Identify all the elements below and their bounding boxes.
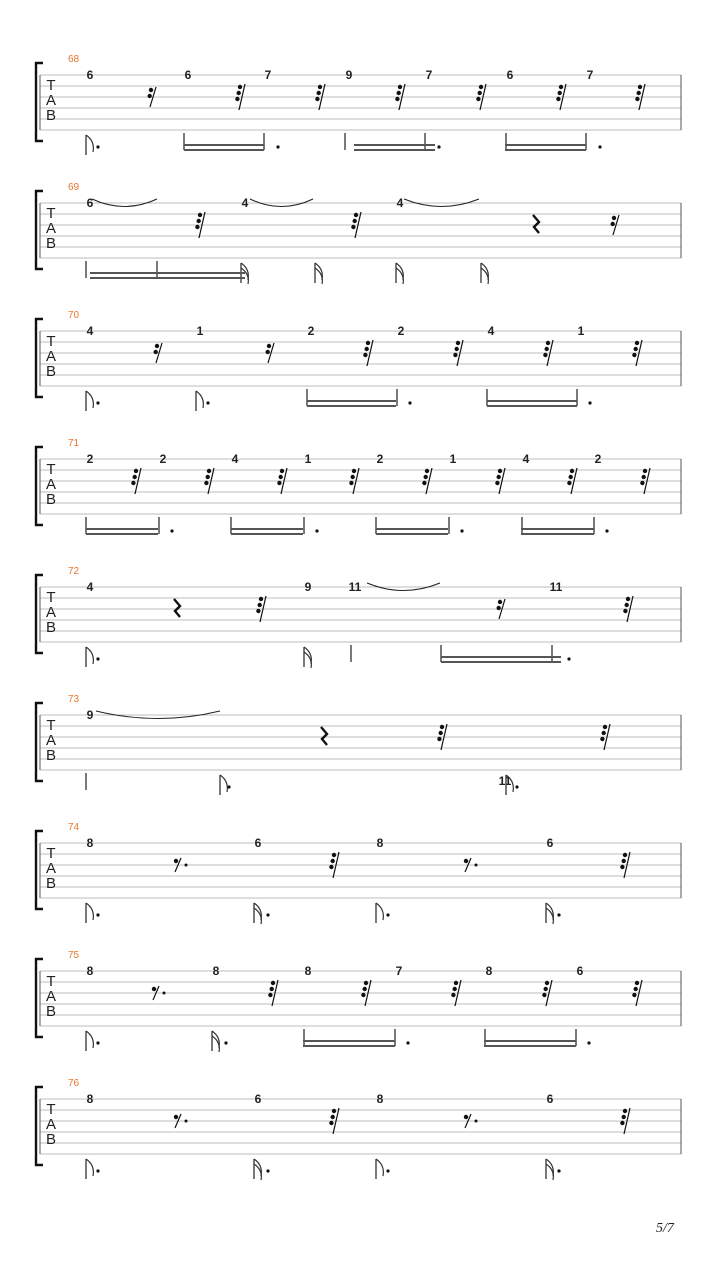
rest-flag-dot	[498, 600, 502, 604]
fret-number: 2	[86, 452, 94, 466]
fret-number: 6	[576, 964, 584, 978]
note-flag	[376, 903, 383, 920]
rest-flag-dot	[545, 981, 549, 985]
rest-flag-dot	[603, 725, 607, 729]
duration-dot	[557, 913, 560, 916]
rest-flag-dot	[453, 987, 457, 991]
tab-clef-letter: B	[45, 107, 57, 124]
rest-flag-dot	[268, 993, 272, 997]
rest-flag-dot	[235, 97, 239, 101]
rest-flag-dot	[497, 606, 501, 610]
rest-flag-dot	[455, 347, 459, 351]
rest-flag-dot	[317, 91, 321, 95]
rest-flag-dot	[545, 347, 549, 351]
fret-number: 6	[254, 1092, 262, 1106]
rest-flag-dot	[558, 91, 562, 95]
measure-number: 73	[68, 694, 80, 705]
fret-number: 6	[546, 836, 554, 850]
rest-flag-dot	[363, 353, 367, 357]
rest-flag-dot	[271, 981, 275, 985]
rest-flag-dot	[600, 737, 604, 741]
rest-flag-dot	[267, 344, 271, 348]
rest-flag-dot	[133, 475, 137, 479]
rest-flag-dot	[277, 481, 281, 485]
tab-system-69	[36, 182, 681, 284]
fret-number: 8	[86, 1092, 94, 1106]
tab-clef-letter: A	[45, 1116, 57, 1133]
rest-flag-dot	[329, 1121, 333, 1125]
rest-flag-dot	[353, 219, 357, 223]
duration-dot	[437, 145, 440, 148]
rest-flag-dot	[632, 993, 636, 997]
rest-flag-dot	[637, 91, 641, 95]
rest-flag-dot	[256, 609, 260, 613]
duration-dot	[386, 1169, 389, 1172]
rest-flag-dot	[149, 88, 153, 92]
rest-flag-dot	[318, 85, 322, 89]
rest-flag-dot	[365, 347, 369, 351]
rest-flag-dot	[332, 1109, 336, 1113]
duration-dot	[96, 1169, 99, 1172]
rest-flag-dot	[174, 859, 178, 863]
duration-dot	[567, 657, 570, 660]
rest-flag-dot	[634, 987, 638, 991]
tab-clef-letter: T	[46, 1101, 56, 1118]
tab-clef-letter: T	[46, 589, 56, 606]
duration-dot	[315, 529, 318, 532]
quarter-rest	[533, 215, 539, 233]
fret-number: 2	[594, 452, 602, 466]
rest-flag-dot	[620, 865, 624, 869]
duration-dot	[96, 401, 99, 404]
rest-flag-dot	[437, 737, 441, 741]
rest-flag-dot	[351, 225, 355, 229]
fret-number: 7	[264, 68, 272, 82]
rest-flag-dot	[544, 987, 548, 991]
rest-flag-dot	[559, 85, 563, 89]
duration-dot	[557, 1169, 560, 1172]
fret-number: 2	[159, 452, 167, 466]
rest-flag-dot	[258, 603, 262, 607]
rest-flag-dot	[395, 97, 399, 101]
measure-number: 71	[68, 438, 80, 449]
fret-number: 11	[348, 580, 362, 594]
rest-flag-dot	[174, 1115, 178, 1119]
rest-flag-dot	[567, 481, 571, 485]
fret-number: 6	[184, 68, 192, 82]
rest-flag-dot	[635, 981, 639, 985]
rest-flag-dot	[329, 865, 333, 869]
fret-number: 8	[304, 964, 312, 978]
tab-clef-letter: T	[46, 205, 56, 222]
tab-clef-letter: A	[45, 476, 57, 493]
rest-flag-dot	[625, 603, 629, 607]
rest-flag-dot	[259, 597, 263, 601]
fret-number: 8	[86, 964, 94, 978]
tab-clef-letter: A	[45, 732, 57, 749]
duration-dot	[588, 401, 591, 404]
fret-number: 9	[345, 68, 353, 82]
quarter-rest	[321, 727, 327, 745]
rest-flag-dot	[451, 993, 455, 997]
rest-flag-dot	[280, 469, 284, 473]
measure-number: 72	[68, 566, 80, 577]
rest-flag-dot	[569, 475, 573, 479]
duration-dot	[515, 785, 518, 788]
rest-flag-dot	[422, 481, 426, 485]
rest-dot	[475, 1120, 478, 1123]
rest-flag-dot	[620, 1121, 624, 1125]
fret-number: 9	[86, 708, 94, 722]
fret-number: 8	[86, 836, 94, 850]
quarter-rest	[174, 599, 180, 617]
rest-flag-dot	[602, 731, 606, 735]
rest-flag-dot	[478, 91, 482, 95]
tab-clef-letter: T	[46, 717, 56, 734]
rest-flag-dot	[131, 481, 135, 485]
rest-flag-dot	[635, 97, 639, 101]
measure-number: 68	[68, 54, 80, 65]
tab-system-73	[36, 694, 681, 795]
rest-flag-dot	[623, 853, 627, 857]
rest-flag-dot	[148, 94, 152, 98]
rest-flag-dot	[155, 344, 159, 348]
rest-flag-dot	[464, 859, 468, 863]
rest-flag-dot	[279, 475, 283, 479]
fret-number: 1	[449, 452, 457, 466]
rest-flag-dot	[642, 475, 646, 479]
tab-clef-letter: A	[45, 92, 57, 109]
tab-clef-letter: B	[45, 363, 57, 380]
note-flag	[86, 1159, 93, 1176]
fret-number: 4	[241, 196, 249, 210]
rest-flag-dot	[542, 993, 546, 997]
rest-flag-dot	[556, 97, 560, 101]
duration-dot	[605, 529, 608, 532]
rest-flag-dot	[498, 469, 502, 473]
tab-system-68	[36, 54, 681, 155]
rest-flag-dot	[195, 225, 199, 229]
rest-flag-dot	[643, 469, 647, 473]
rest-flag-dot	[623, 1109, 627, 1113]
note-flag	[196, 391, 203, 408]
tab-clef-letter: T	[46, 845, 56, 862]
measure-number: 70	[68, 310, 80, 321]
fret-number: 4	[487, 324, 495, 338]
fret-number: 6	[86, 196, 94, 210]
rest-flag-dot	[497, 475, 501, 479]
rest-flag-dot	[570, 469, 574, 473]
tab-clef-letter: T	[46, 333, 56, 350]
measure-number: 75	[68, 950, 80, 961]
note-flag	[220, 775, 227, 792]
fret-number: 6	[254, 836, 262, 850]
fret-number: 6	[506, 68, 514, 82]
rest-dot	[475, 864, 478, 867]
rest-flag-dot	[464, 1115, 468, 1119]
fret-number: 8	[376, 836, 384, 850]
tab-clef-letter: A	[45, 988, 57, 1005]
rest-flag-dot	[361, 993, 365, 997]
rest-flag-dot	[622, 1115, 626, 1119]
rest-flag-dot	[206, 475, 210, 479]
fret-number: 7	[425, 68, 433, 82]
duration-dot	[206, 401, 209, 404]
fret-number: 4	[231, 452, 239, 466]
tab-clef-letter: B	[45, 747, 57, 764]
rest-flag-dot	[134, 469, 138, 473]
tab-system-71	[36, 438, 681, 534]
note-flag	[86, 903, 93, 920]
rest-flag-dot	[439, 731, 443, 735]
note-flag	[86, 1031, 93, 1048]
fret-number: 6	[546, 1092, 554, 1106]
rest-flag-dot	[270, 987, 274, 991]
rest-flag-dot	[154, 350, 158, 354]
fret-number: 7	[395, 964, 403, 978]
fret-number: 8	[212, 964, 220, 978]
tab-clef-letter: A	[45, 604, 57, 621]
fret-number: 11	[498, 773, 512, 788]
tab-system-76	[36, 1078, 681, 1180]
tab-clef-letter: B	[45, 875, 57, 892]
rest-flag-dot	[612, 216, 616, 220]
rest-flag-dot	[198, 213, 202, 217]
fret-number: 1	[304, 452, 312, 466]
note-flag	[86, 135, 93, 152]
rest-flag-dot	[349, 481, 353, 485]
fret-number: 6	[86, 68, 94, 82]
rest-flag-dot	[635, 341, 639, 345]
duration-dot	[224, 1041, 227, 1044]
rest-flag-dot	[331, 859, 335, 863]
rest-dot	[185, 864, 188, 867]
duration-dot	[170, 529, 173, 532]
rest-flag-dot	[440, 725, 444, 729]
rest-flag-dot	[640, 481, 644, 485]
duration-dot	[408, 401, 411, 404]
fret-number: 1	[196, 324, 204, 338]
rest-flag-dot	[543, 353, 547, 357]
duration-dot	[460, 529, 463, 532]
measure-number: 76	[68, 1078, 80, 1089]
rest-flag-dot	[352, 469, 356, 473]
duration-dot	[276, 145, 279, 148]
fret-number: 4	[86, 580, 94, 594]
duration-dot	[598, 145, 601, 148]
page-number: 5/7	[656, 1221, 674, 1236]
rest-flag-dot	[453, 353, 457, 357]
tab-clef-letter: A	[45, 860, 57, 877]
rest-flag-dot	[238, 85, 242, 89]
rest-flag-dot	[495, 481, 499, 485]
tab-clef-letter: A	[45, 348, 57, 365]
rest-flag-dot	[354, 213, 358, 217]
rest-flag-dot	[207, 469, 211, 473]
rest-flag-dot	[632, 353, 636, 357]
rest-flag-dot	[197, 219, 201, 223]
fret-number: 11	[549, 580, 563, 594]
note-flag	[86, 391, 93, 408]
note-flag	[376, 1159, 383, 1176]
fret-number: 2	[376, 452, 384, 466]
rest-flag-dot	[266, 350, 270, 354]
tab-clef-letter: T	[46, 461, 56, 478]
rest-flag-dot	[237, 91, 241, 95]
rest-dot	[185, 1120, 188, 1123]
rest-dot	[163, 992, 166, 995]
rest-flag-dot	[366, 341, 370, 345]
rest-flag-dot	[152, 987, 156, 991]
fret-number: 9	[304, 580, 312, 594]
tab-system-72	[36, 566, 681, 668]
duration-dot	[96, 145, 99, 148]
rest-flag-dot	[331, 1115, 335, 1119]
rest-flag-dot	[364, 981, 368, 985]
rest-flag-dot	[351, 475, 355, 479]
rest-flag-dot	[638, 85, 642, 89]
rest-flag-dot	[363, 987, 367, 991]
duration-dot	[96, 1041, 99, 1044]
rest-flag-dot	[424, 475, 428, 479]
fret-number: 4	[522, 452, 530, 466]
rest-flag-dot	[425, 469, 429, 473]
fret-number: 4	[396, 196, 404, 210]
fret-number: 8	[376, 1092, 384, 1106]
fret-number: 7	[586, 68, 594, 82]
rest-flag-dot	[622, 859, 626, 863]
rest-flag-dot	[397, 91, 401, 95]
fret-number: 1	[577, 324, 585, 338]
fret-number: 4	[86, 324, 94, 338]
rest-flag-dot	[398, 85, 402, 89]
duration-dot	[227, 785, 230, 788]
tab-system-74	[36, 822, 681, 924]
duration-dot	[266, 1169, 269, 1172]
tab-clef-letter: B	[45, 1003, 57, 1020]
duration-dot	[406, 1041, 409, 1044]
duration-dot	[266, 913, 269, 916]
rest-flag-dot	[315, 97, 319, 101]
rest-flag-dot	[546, 341, 550, 345]
rest-flag-dot	[456, 341, 460, 345]
tab-clef-letter: B	[45, 235, 57, 252]
rest-flag-dot	[634, 347, 638, 351]
tab-clef-letter: B	[45, 619, 57, 636]
fret-number: 2	[397, 324, 405, 338]
rest-flag-dot	[476, 97, 480, 101]
rest-flag-dot	[454, 981, 458, 985]
rest-flag-dot	[623, 609, 627, 613]
duration-dot	[96, 913, 99, 916]
duration-dot	[587, 1041, 590, 1044]
tab-system-70	[36, 310, 681, 411]
fret-number: 8	[485, 964, 493, 978]
note-flag	[86, 647, 93, 664]
measure-number: 74	[68, 822, 80, 833]
rest-flag-dot	[332, 853, 336, 857]
rest-flag-dot	[611, 222, 615, 226]
duration-dot	[96, 657, 99, 660]
duration-dot	[386, 913, 389, 916]
measure-number: 69	[68, 182, 80, 193]
tab-clef-letter: B	[45, 491, 57, 508]
rest-flag-dot	[204, 481, 208, 485]
rest-flag-dot	[479, 85, 483, 89]
tab-clef-letter: T	[46, 77, 56, 94]
fret-number: 2	[307, 324, 315, 338]
tab-system-75	[36, 950, 681, 1052]
tab-clef-letter: A	[45, 220, 57, 237]
rest-flag-dot	[626, 597, 630, 601]
tab-clef-letter: T	[46, 973, 56, 990]
tab-clef-letter: B	[45, 1131, 57, 1148]
